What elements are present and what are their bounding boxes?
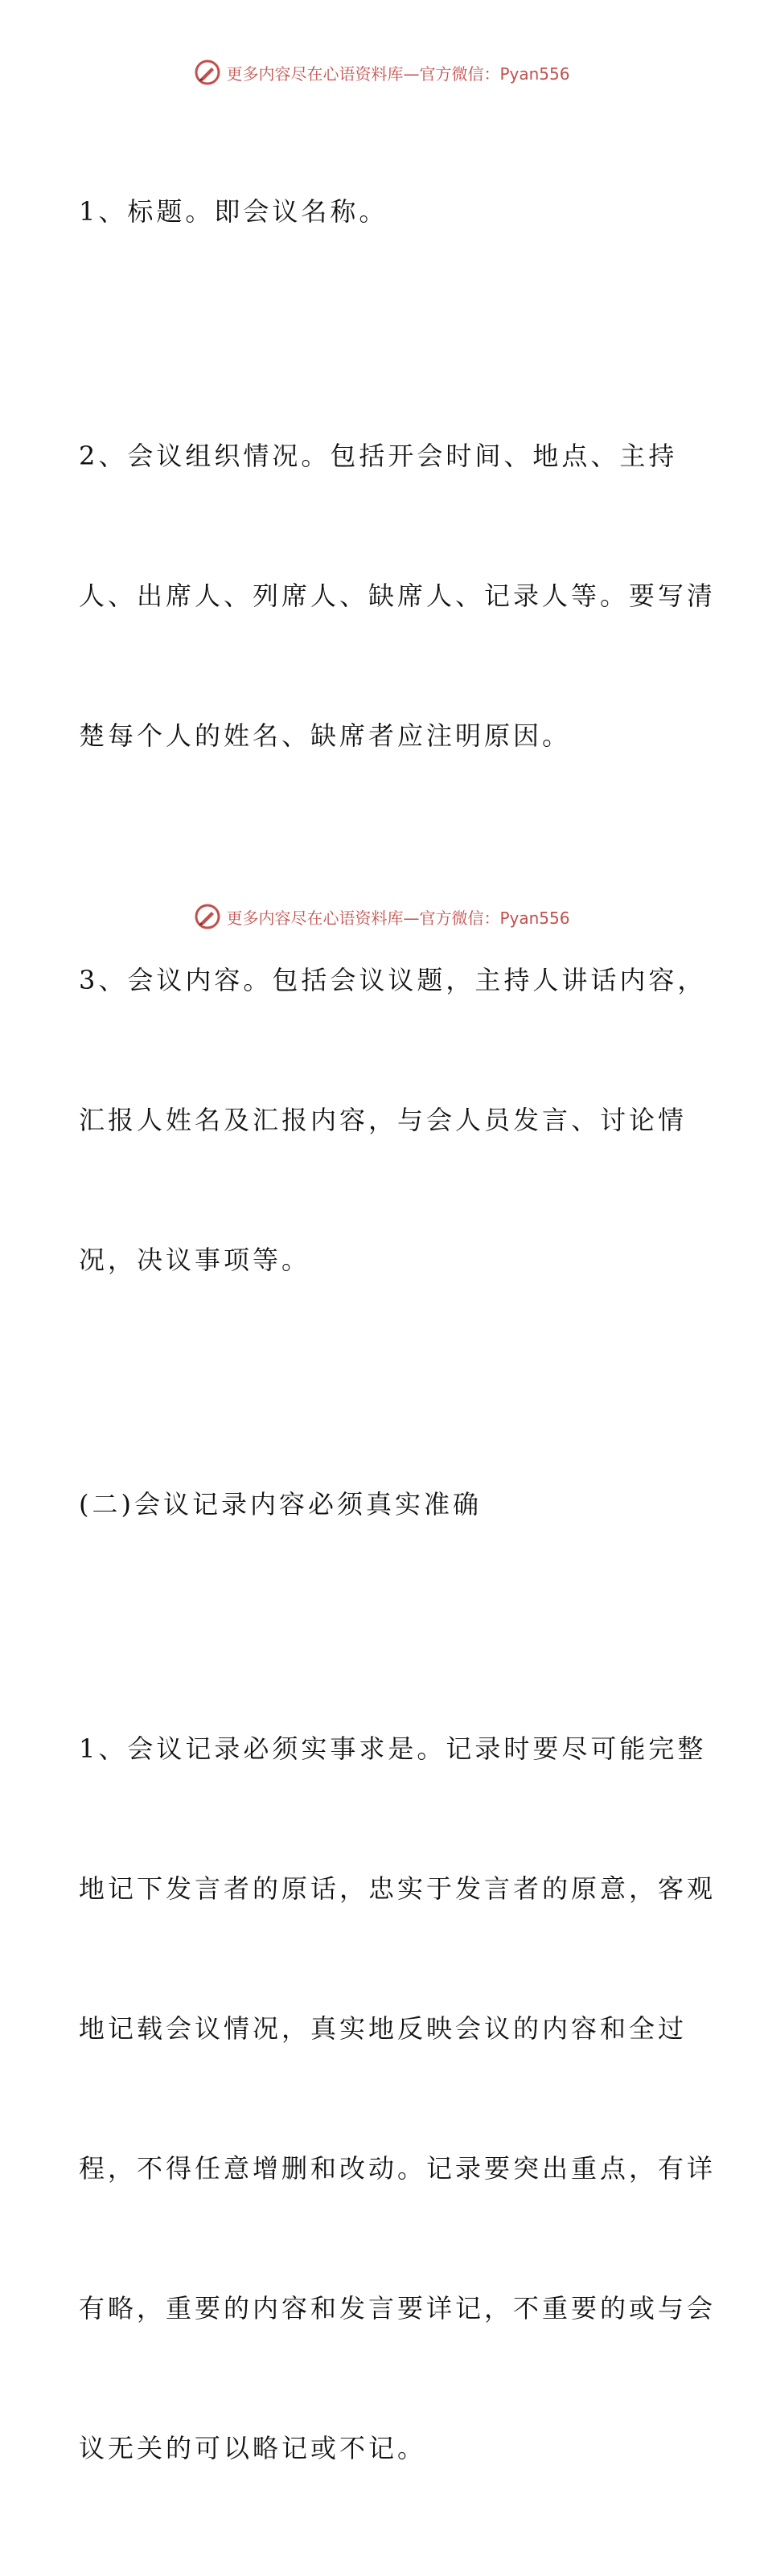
paragraph-line: 汇报人姓名及汇报内容，与会人员发言、讨论情 — [79, 1105, 688, 1135]
paragraph-line: 程，不得任意增删和改动。记录要突出重点，有详 — [79, 2153, 717, 2184]
paragraph-2 — [79, 339, 717, 852]
paragraph-1 — [79, 95, 690, 328]
document-body — [79, 95, 717, 2576]
paragraph-line: 人、出席人、列席人、缺席人、记录人等。要写清 — [79, 580, 717, 611]
header-banner-text: 更多内容尽在心语资料库—官方微信：Pyan556 — [226, 64, 570, 84]
paragraph-line: 地记下发言者的原话，忠实于发言者的原意，客观 — [79, 1873, 717, 1904]
paragraph-line: 有略，重要的内容和发言要详记，不重要的或与会 — [79, 2293, 717, 2324]
paragraph-line: 1、会议记录必须实事求是。记录时要尽可能完整 — [79, 1733, 707, 1764]
paragraph-line: 3、会议内容。包括会议议题，主持人讲话内容， — [79, 965, 707, 995]
section-heading — [79, 1388, 690, 1621]
paragraph-line: (二)会议记录内容必须真实准确 — [79, 1489, 482, 1520]
footer-banner — [0, 900, 764, 933]
footer-banner-text: 更多内容尽在心语资料库—官方微信：Pyan556 — [226, 908, 570, 928]
paragraph-3 — [79, 863, 707, 1376]
paragraph-line: 2、会议组织情况。包括开会时间、地点、主持 — [79, 441, 678, 471]
paragraph-5 — [79, 1632, 717, 2565]
pen-logo-icon — [194, 903, 221, 930]
paragraph-line: 楚每个人的姓名、缺席者应注明原因。 — [79, 720, 572, 751]
header-banner — [0, 56, 764, 88]
paragraph-line: 况，决议事项等。 — [79, 1245, 311, 1275]
paragraph-line: 1、标题。即会议名称。 — [79, 196, 388, 227]
pen-logo-icon — [194, 59, 221, 86]
paragraph-line: 地记载会议情况，真实地反映会议的内容和全过 — [79, 2013, 688, 2044]
paragraph-line: 议无关的可以略记或不记。 — [79, 2433, 427, 2463]
